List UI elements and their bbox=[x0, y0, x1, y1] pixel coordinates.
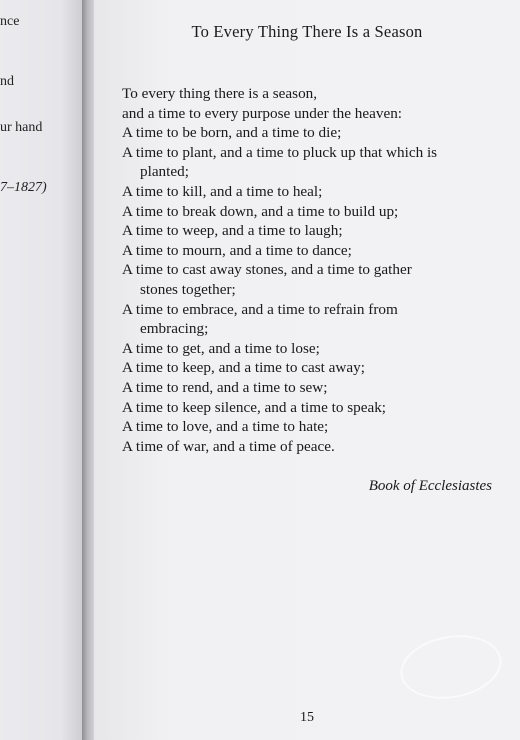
poem-line: A time to cast away stones, and a time to gather bbox=[122, 261, 412, 279]
left-page-fragment: nce bbox=[0, 14, 20, 29]
left-page bbox=[0, 0, 86, 740]
right-page bbox=[94, 0, 520, 740]
poem-body bbox=[122, 84, 502, 456]
left-page-fragment: nd bbox=[0, 74, 14, 89]
page-title: To Every Thing There Is a Season bbox=[191, 22, 423, 41]
left-page-fragment: 7–1827) bbox=[0, 180, 47, 195]
stamp-watermark bbox=[395, 628, 506, 707]
page-number: 15 bbox=[300, 710, 314, 725]
poem-line: A time to be born, and a time to die; bbox=[122, 124, 342, 142]
poem-line: embracing; bbox=[140, 320, 209, 338]
left-page-fragment: ur hand bbox=[0, 120, 43, 135]
poem-line: A time to plant, and a time to pluck up that which is bbox=[122, 143, 438, 161]
poem-line: To every thing there is a season, bbox=[122, 85, 318, 102]
poem-line: A time to mourn, and a time to dance; bbox=[122, 241, 352, 259]
poem-line: A time to keep silence, and a time to speak; bbox=[122, 398, 387, 416]
poem-line: stones together; bbox=[140, 280, 236, 298]
attribution: Book of Ecclesiastes bbox=[368, 478, 492, 494]
poem-line: planted; bbox=[140, 163, 189, 181]
poem-line: A time to embrace, and a time to refrain from bbox=[122, 300, 398, 318]
poem-line: A time to get, and a time to lose; bbox=[122, 339, 320, 357]
poem-line: A time to weep, and a time to laugh; bbox=[122, 222, 343, 240]
poem-line: A time of war, and a time of peace. bbox=[122, 437, 335, 455]
poem-line: A time to kill, and a time to heal; bbox=[122, 182, 323, 200]
poem-line: A time to break down, and a time to build up; bbox=[122, 202, 399, 220]
poem-line: A time to rend, and a time to sew; bbox=[122, 378, 328, 396]
poem-line: and a time to every purpose under the heaven: bbox=[122, 104, 403, 122]
poem-line: A time to keep, and a time to cast away; bbox=[122, 359, 365, 377]
poem-line: A time to love, and a time to hate; bbox=[122, 418, 329, 436]
